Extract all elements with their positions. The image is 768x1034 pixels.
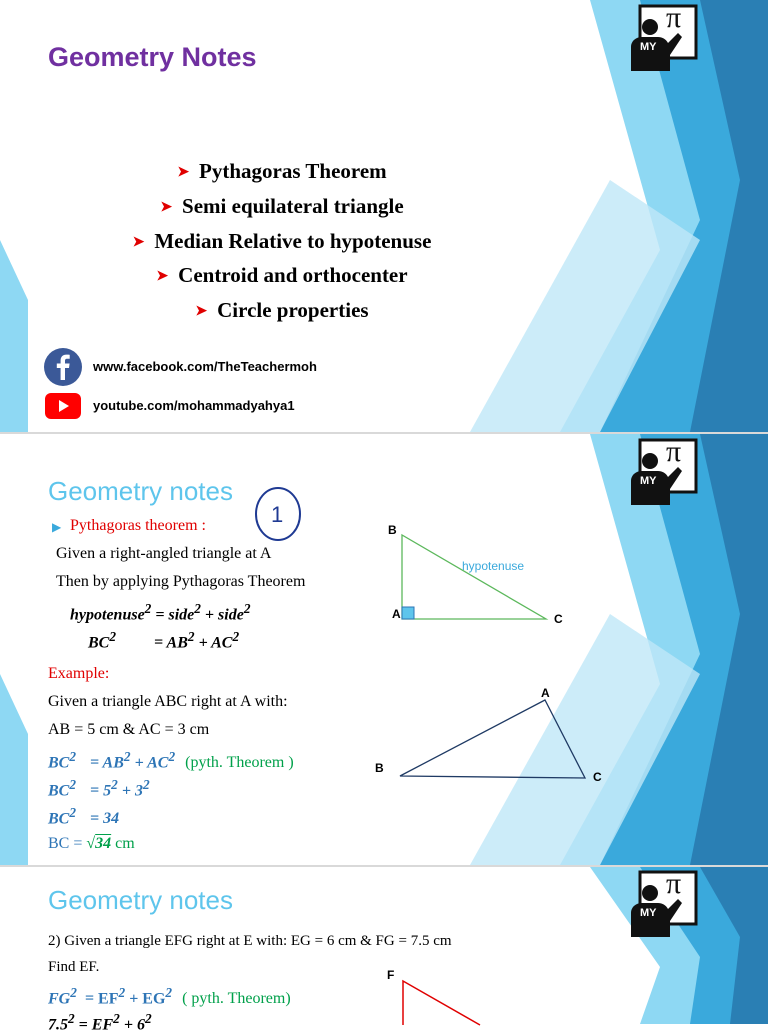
- teacher-logo: [628, 3, 698, 73]
- hypotenuse-label: hypotenuse: [462, 559, 525, 573]
- section-heading: Pythagoras theorem :: [70, 517, 206, 534]
- topic-label: Circle properties: [217, 298, 369, 322]
- solution-answer: BC = √34 cm: [48, 835, 135, 852]
- intro-line: Given a right-angled triangle at A: [56, 545, 272, 562]
- arrow-icon: ➤: [160, 200, 173, 215]
- page-title: Geometry notes: [48, 885, 233, 915]
- arrow-icon: ➤: [156, 269, 169, 284]
- solution-step: $BC^2 = AB^2 + AC^2$ (pyth. Theorem ): [48, 749, 294, 772]
- problem-statement: 2) Given a triangle EFG right at E with: EG = 6 cm & FG = 7.5 cm: [48, 933, 452, 949]
- arrow-icon: ➤: [177, 165, 190, 180]
- example-line: AB = 5 cm & AC = 3 cm: [48, 721, 210, 738]
- triangle-efg-diagram: [395, 975, 495, 1024]
- bullet-icon: ▶: [52, 520, 62, 534]
- solution-step: $FG^2 = EF^2 + EG^2$ ( pyth. Theorem): [48, 985, 291, 1008]
- page-title: Geometry notes: [48, 476, 233, 506]
- topic-item: [0, 229, 666, 254]
- vertex-label-c: C: [554, 612, 563, 626]
- solution-step: $7.5^2 = EF^2 + 6^2$: [48, 1011, 152, 1034]
- topic-label: Pythagoras Theorem: [199, 159, 387, 183]
- formula-specific: $BC^2 = AB^2 + AC^2$: [88, 629, 240, 652]
- example-heading: Example:: [48, 665, 110, 682]
- vertex-label-b: B: [388, 523, 397, 537]
- arrow-icon: ➤: [195, 304, 208, 319]
- teacher-logo: [628, 869, 698, 939]
- logo-text: MY: [640, 41, 657, 53]
- page-title: Geometry Notes: [48, 42, 257, 72]
- logo-text: MY: [640, 475, 657, 487]
- logo-text: MY: [640, 907, 657, 919]
- slide-1: [0, 0, 768, 432]
- facebook-icon[interactable]: [43, 347, 83, 387]
- slide-2: [0, 434, 768, 865]
- vertex-label-f: F: [387, 968, 395, 982]
- arrow-icon: ➤: [132, 235, 145, 250]
- topic-item: [0, 298, 666, 323]
- pi-symbol: π: [666, 435, 682, 468]
- intro-line: Then by applying Pythagoras Theorem: [56, 573, 306, 590]
- pi-symbol: π: [666, 1, 682, 34]
- vertex-label-a: A: [392, 607, 401, 621]
- topic-label: Median Relative to hypotenuse: [154, 229, 432, 253]
- youtube-link[interactable]: youtube.com/mohammadyahya1: [93, 398, 295, 413]
- pi-symbol: π: [666, 867, 682, 900]
- youtube-icon[interactable]: [45, 393, 81, 419]
- example-triangle-diagram: [390, 692, 600, 782]
- formula-general: hypotenuse$^2$ = side$^2$ + side$^2$: [70, 601, 251, 624]
- topic-label: Semi equilateral triangle: [182, 194, 404, 218]
- vertex-label-a: A: [541, 686, 550, 700]
- topic-item: [0, 263, 666, 288]
- teacher-logo: [628, 437, 698, 507]
- page-badge: 1: [271, 502, 284, 527]
- facebook-link[interactable]: www.facebook.com/TheTeachermoh: [93, 359, 317, 374]
- topic-item: [0, 194, 666, 219]
- vertex-label-b: B: [375, 761, 384, 775]
- vertex-label-c: C: [593, 770, 602, 784]
- slide-3: [0, 867, 768, 1034]
- problem-question: Find EF.: [48, 959, 100, 975]
- solution-step: $BC^2 = 34$: [48, 805, 120, 828]
- topic-label: Centroid and orthocenter: [178, 263, 408, 287]
- solution-step: $BC^2 = 5^2 + 3^2$: [48, 777, 150, 800]
- topic-item: [0, 159, 666, 184]
- right-triangle-diagram: [380, 520, 580, 630]
- example-line: Given a triangle ABC right at A with:: [48, 693, 288, 710]
